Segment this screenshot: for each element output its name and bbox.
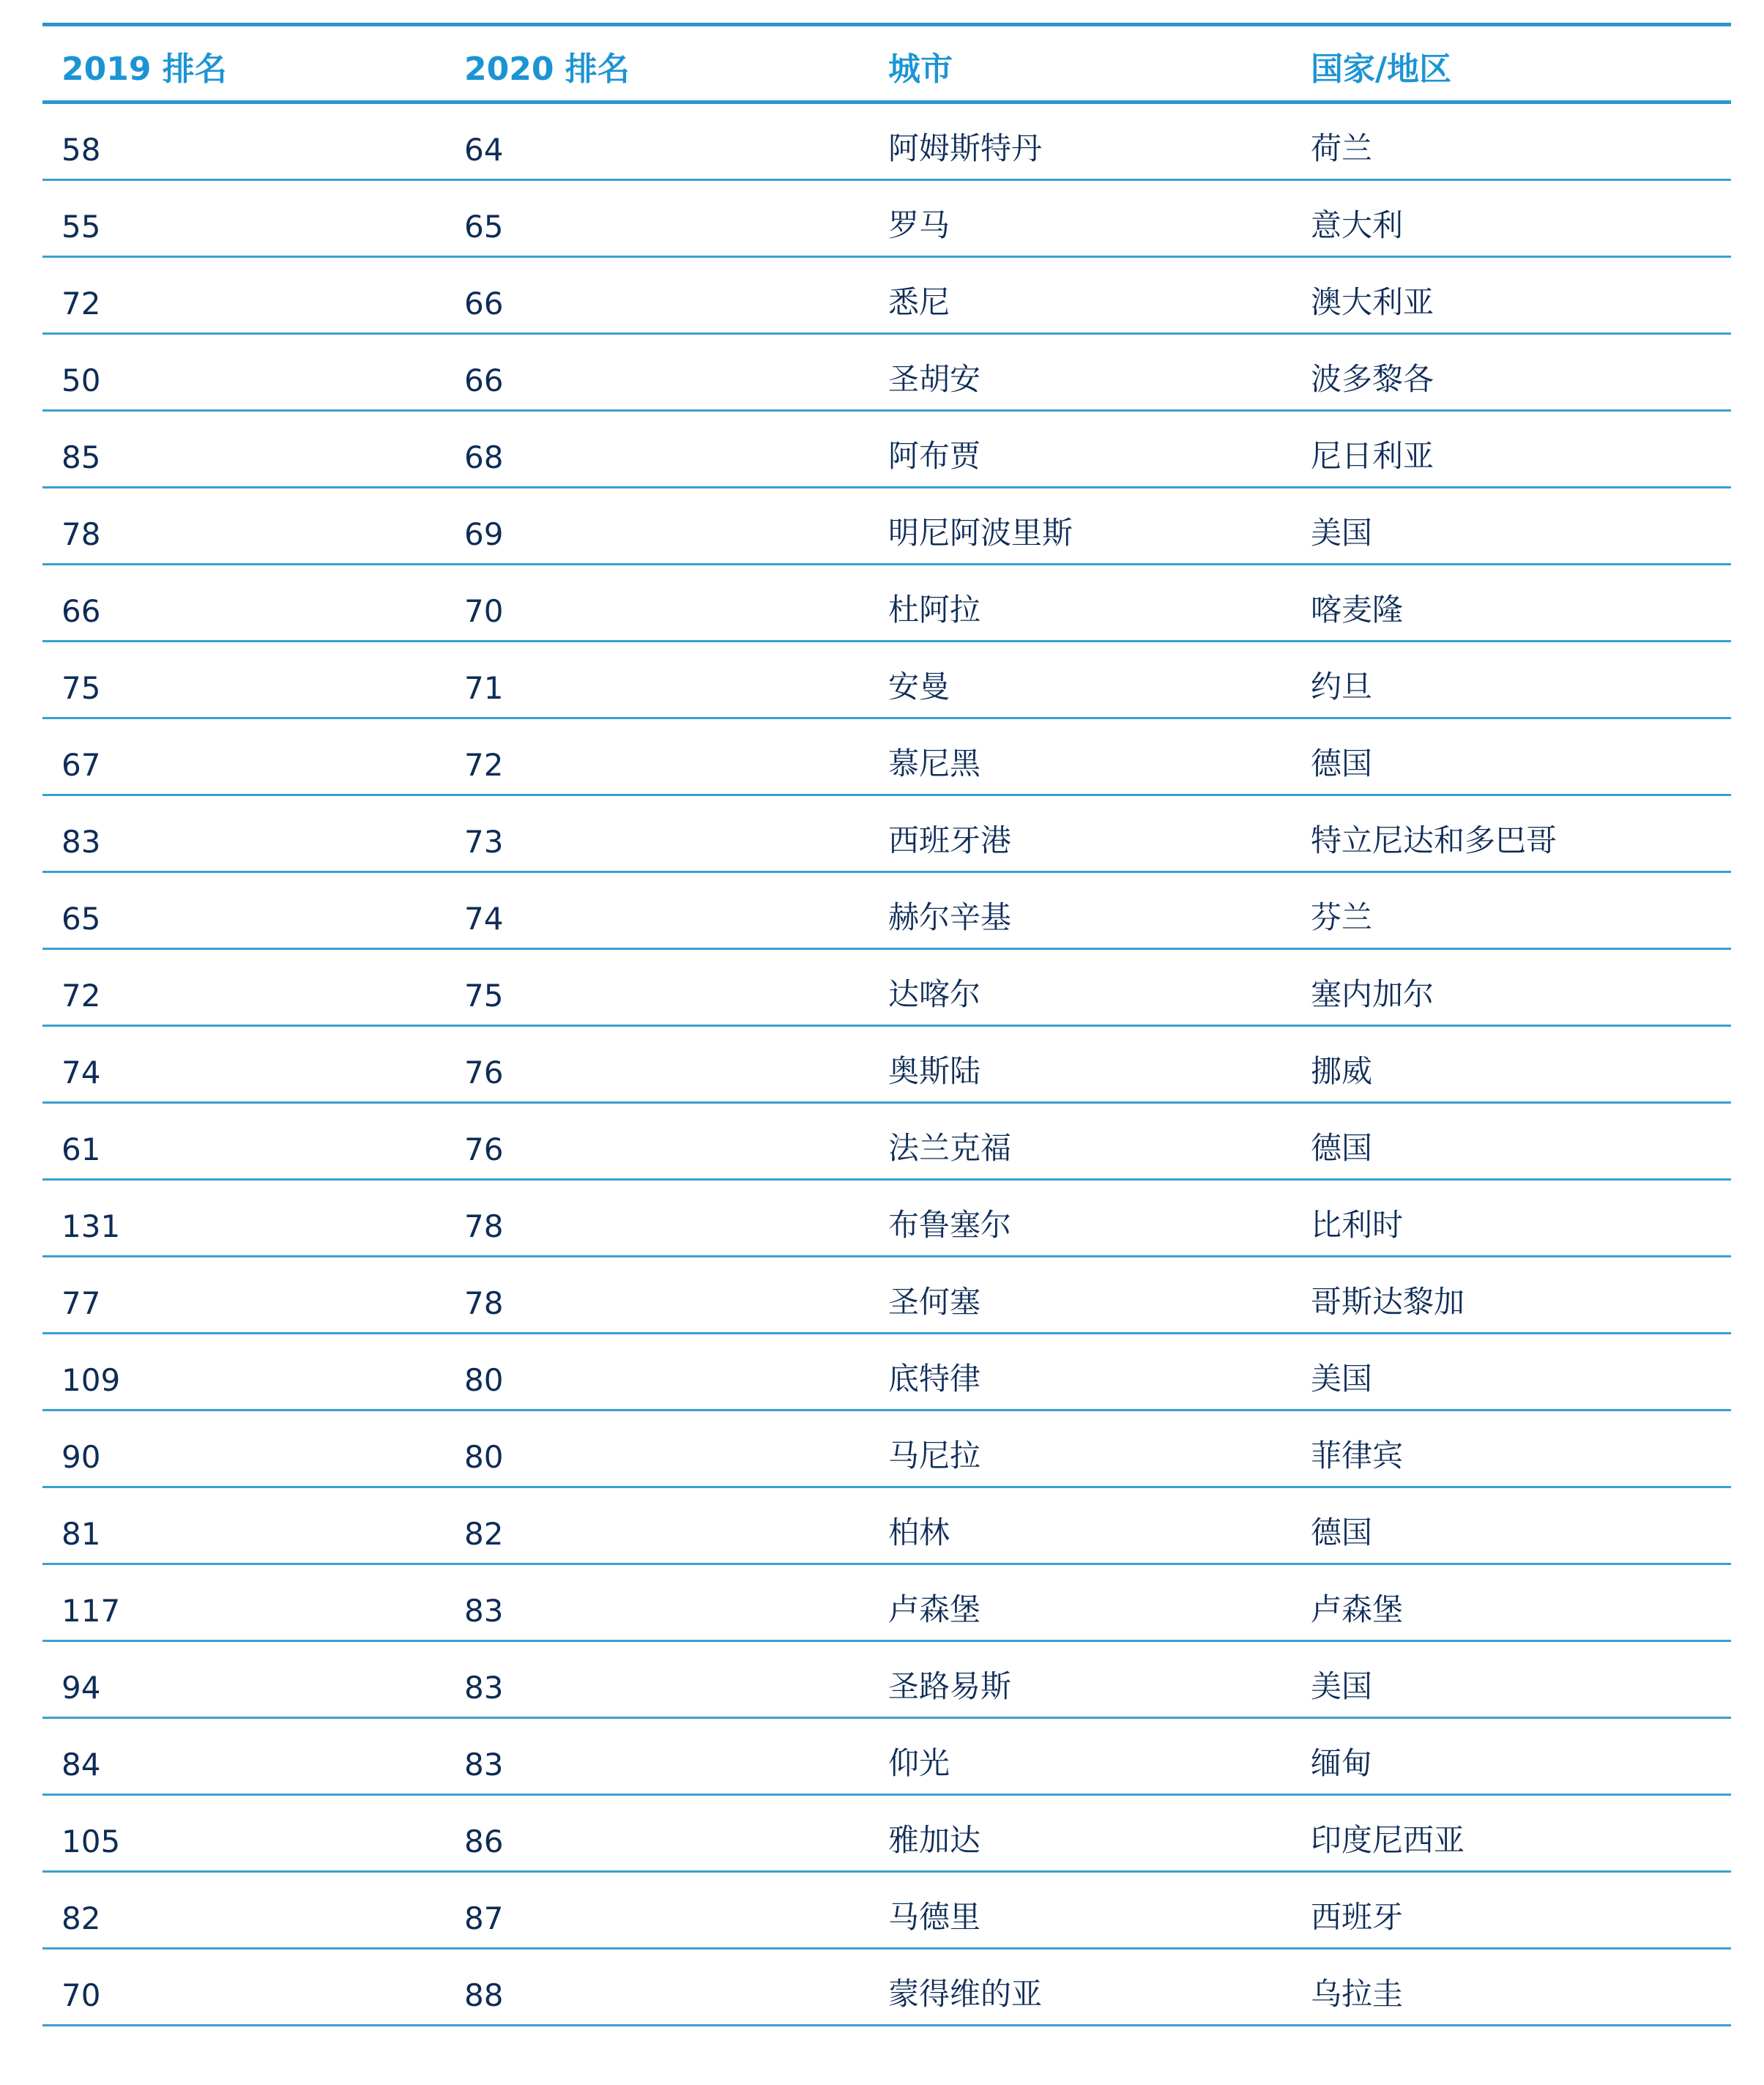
rank-2020-cell: 83: [464, 1747, 504, 1783]
city-cell: 赫尔辛基: [888, 899, 1012, 935]
country-cell: 德国: [1311, 1514, 1373, 1550]
city-ranking-table: [42, 23, 1731, 2026]
rank-2020-cell: 76: [464, 1131, 504, 1167]
rank-2020-cell: 66: [464, 363, 504, 398]
table-row: [42, 1565, 1731, 1642]
city-cell: 圣胡安: [888, 361, 981, 397]
table-row: [42, 1257, 1731, 1334]
rank-2019-cell: 109: [62, 1362, 121, 1398]
rank-2019-cell: 83: [62, 824, 101, 860]
rank-2020-cell: 83: [464, 1593, 504, 1629]
rank-2019-cell: 82: [62, 1900, 101, 1936]
table-row: [42, 719, 1731, 796]
city-cell: 杜阿拉: [888, 592, 981, 628]
table-row: [42, 950, 1731, 1027]
rank-2019-cell: 65: [62, 901, 101, 937]
city-cell: 布鲁塞尔: [888, 1207, 1012, 1243]
city-cell: 雅加达: [888, 1822, 981, 1858]
country-cell: 卢森堡: [1311, 1591, 1404, 1627]
rank-2019-cell: 105: [62, 1824, 121, 1859]
city-cell: 阿姆斯特丹: [888, 130, 1043, 166]
rank-2019-cell: 61: [62, 1131, 101, 1167]
city-cell: 法兰克福: [888, 1130, 1012, 1166]
table-row: [42, 1411, 1731, 1488]
rank-2020-cell: 64: [464, 132, 504, 168]
rank-2020-cell: 80: [464, 1362, 504, 1398]
table-row: [42, 412, 1731, 488]
rank-2020-cell: 83: [464, 1670, 504, 1706]
table-row: [42, 1873, 1731, 1950]
country-cell: 德国: [1311, 1130, 1373, 1166]
table-row: [42, 796, 1731, 873]
city-cell: 马尼拉: [888, 1438, 981, 1473]
header-rank-2020: 2020 排名: [464, 51, 630, 88]
table-row: [42, 258, 1731, 335]
header-country: 国家/地区: [1311, 51, 1452, 88]
table-row: [42, 335, 1731, 412]
city-cell: 罗马: [888, 207, 950, 243]
rank-2020-cell: 69: [464, 516, 504, 552]
rank-2019-cell: 78: [62, 516, 101, 552]
table-row: [42, 873, 1731, 950]
city-cell: 卢森堡: [888, 1591, 981, 1627]
rank-2020-cell: 82: [464, 1516, 504, 1552]
rank-2019-cell: 50: [62, 363, 101, 398]
rank-2019-cell: 55: [62, 209, 101, 245]
city-cell: 仰光: [888, 1745, 950, 1781]
country-cell: 澳大利亚: [1311, 284, 1434, 320]
table-body: [42, 104, 1731, 2026]
rank-2019-cell: 72: [62, 286, 101, 322]
country-cell: 缅甸: [1311, 1745, 1373, 1781]
rank-2020-cell: 68: [464, 439, 504, 475]
country-cell: 哥斯达黎加: [1311, 1284, 1465, 1320]
rank-2020-cell: 72: [464, 747, 504, 783]
rank-2020-cell: 75: [464, 978, 504, 1014]
country-cell: 约旦: [1311, 669, 1373, 705]
city-cell: 圣何塞: [888, 1284, 981, 1320]
rank-2020-cell: 87: [464, 1900, 504, 1936]
city-cell: 柏林: [888, 1514, 950, 1550]
table-row: [42, 642, 1731, 719]
country-cell: 尼日利亚: [1311, 438, 1434, 474]
country-cell: 比利时: [1311, 1207, 1404, 1243]
table-row: [42, 1027, 1731, 1104]
rank-2019-cell: 75: [62, 670, 101, 706]
country-cell: 塞内加尔: [1311, 976, 1434, 1012]
rank-2019-cell: 117: [62, 1593, 121, 1629]
rank-2020-cell: 74: [464, 901, 504, 937]
table-header-row: [42, 26, 1731, 104]
rank-2020-cell: 88: [464, 1977, 504, 2013]
country-cell: 西班牙: [1311, 1899, 1404, 1935]
rank-2019-cell: 66: [62, 593, 101, 629]
city-cell: 底特律: [888, 1361, 981, 1397]
table-row: [42, 1642, 1731, 1719]
city-cell: 慕尼黑: [888, 746, 981, 781]
city-cell: 奥斯陆: [888, 1053, 981, 1089]
table-row: [42, 1334, 1731, 1411]
country-cell: 挪威: [1311, 1053, 1373, 1089]
table-row: [42, 1181, 1731, 1257]
rank-2019-cell: 94: [62, 1670, 101, 1706]
rank-2020-cell: 86: [464, 1824, 504, 1859]
rank-2020-cell: 78: [464, 1208, 504, 1244]
header-city: 城市: [888, 51, 953, 88]
rank-2019-cell: 74: [62, 1055, 101, 1090]
country-cell: 美国: [1311, 1668, 1373, 1704]
country-cell: 乌拉圭: [1311, 1976, 1404, 2012]
city-cell: 圣路易斯: [888, 1668, 1012, 1704]
country-cell: 芬兰: [1311, 899, 1373, 935]
rank-2020-cell: 71: [464, 670, 504, 706]
header-rank-2019: 2019 排名: [62, 51, 227, 88]
table-row: [42, 1796, 1731, 1873]
country-cell: 波多黎各: [1311, 361, 1434, 397]
city-cell: 明尼阿波里斯: [888, 515, 1073, 551]
country-cell: 印度尼西亚: [1311, 1822, 1465, 1858]
city-cell: 西班牙港: [888, 822, 1012, 858]
city-cell: 达喀尔: [888, 976, 981, 1012]
rank-2019-cell: 70: [62, 1977, 101, 2013]
table-row: [42, 104, 1731, 181]
city-cell: 蒙得维的亚: [888, 1976, 1043, 2012]
country-cell: 意大利: [1311, 207, 1404, 243]
table-row: [42, 1719, 1731, 1796]
table-row: [42, 565, 1731, 642]
rank-2019-cell: 85: [62, 439, 101, 475]
rank-2020-cell: 73: [464, 824, 504, 860]
country-cell: 德国: [1311, 746, 1373, 781]
country-cell: 喀麦隆: [1311, 592, 1404, 628]
table-row: [42, 1104, 1731, 1181]
rank-2019-cell: 90: [62, 1439, 101, 1475]
rank-2020-cell: 80: [464, 1439, 504, 1475]
rank-2019-cell: 84: [62, 1747, 101, 1783]
table-row: [42, 1950, 1731, 2026]
country-cell: 美国: [1311, 515, 1373, 551]
city-cell: 阿布贾: [888, 438, 981, 474]
rank-2019-cell: 67: [62, 747, 101, 783]
country-cell: 美国: [1311, 1361, 1373, 1397]
table-row: [42, 1488, 1731, 1565]
rank-2020-cell: 65: [464, 209, 504, 245]
country-cell: 特立尼达和多巴哥: [1311, 822, 1558, 858]
city-cell: 安曼: [888, 669, 950, 705]
city-cell: 悉尼: [888, 284, 950, 320]
rank-2020-cell: 66: [464, 286, 504, 322]
rank-2019-cell: 77: [62, 1285, 101, 1321]
rank-2020-cell: 78: [464, 1285, 504, 1321]
table-row: [42, 181, 1731, 258]
country-cell: 荷兰: [1311, 130, 1373, 166]
rank-2020-cell: 70: [464, 593, 504, 629]
country-cell: 菲律宾: [1311, 1438, 1404, 1473]
rank-2019-cell: 81: [62, 1516, 101, 1552]
table-row: [42, 488, 1731, 565]
rank-2019-cell: 58: [62, 132, 101, 168]
rank-2019-cell: 72: [62, 978, 101, 1014]
city-cell: 马德里: [888, 1899, 981, 1935]
rank-2019-cell: 131: [62, 1208, 121, 1244]
rank-2020-cell: 76: [464, 1055, 504, 1090]
